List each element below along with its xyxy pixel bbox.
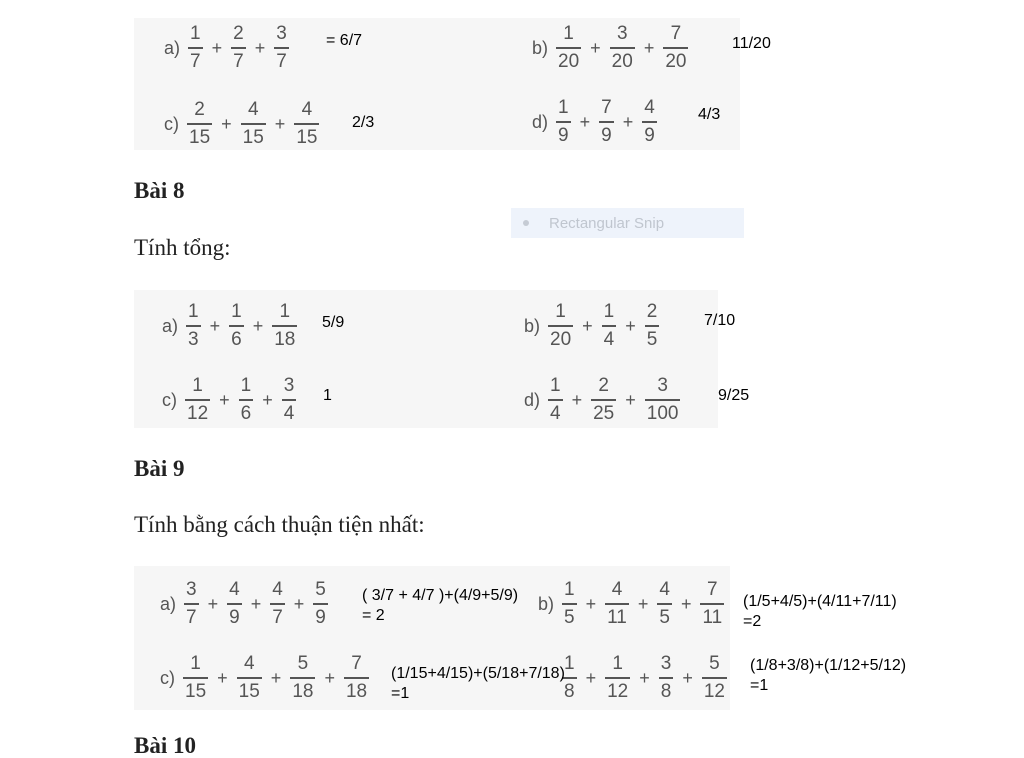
denominator: 7 [272, 606, 283, 628]
exercise-instruction: Tính bằng cách thuận tiện nhất: [134, 512, 425, 537]
numerator: 2 [598, 375, 609, 397]
denominator: 9 [558, 124, 569, 146]
plus-sign: + [680, 593, 692, 614]
problem [160, 650, 369, 706]
denominator: 7 [233, 50, 244, 72]
plus-sign: + [221, 113, 232, 134]
answer-line: = 2 [362, 607, 385, 624]
plus-sign: + [590, 37, 601, 58]
numerator: 5 [297, 653, 309, 675]
numerator: 1 [240, 375, 252, 397]
fraction-bar [185, 399, 210, 401]
fraction-bar [290, 677, 315, 679]
plus-sign: + [262, 389, 273, 410]
plus-sign: + [682, 667, 693, 688]
numerator: 1 [563, 23, 574, 45]
denominator: 11 [607, 606, 627, 628]
exercise-instruction: Tính tổng: [134, 235, 231, 260]
problem [160, 576, 328, 632]
numerator: 3 [660, 653, 672, 675]
plus-sign: + [585, 667, 597, 688]
fraction [591, 374, 616, 426]
denominator: 5 [564, 606, 575, 628]
problem-label: b) [532, 37, 549, 58]
fraction-bar [642, 121, 657, 123]
problem [532, 94, 657, 150]
fraction-bar [184, 603, 199, 605]
denominator: 15 [189, 126, 211, 148]
fraction [562, 578, 577, 630]
fraction [282, 374, 297, 426]
numerator: 4 [301, 99, 313, 121]
fraction-bar [700, 603, 724, 605]
answer-line: ( 3/7 + 4/7 )+(4/9+5/9) [362, 587, 519, 604]
handwritten-answer [750, 656, 906, 696]
fraction [645, 300, 660, 352]
fraction [270, 578, 285, 630]
numerator: 4 [229, 579, 240, 601]
numerator: 4 [247, 99, 259, 121]
plus-sign: + [252, 315, 264, 336]
numerator: 4 [644, 97, 655, 119]
fraction-bar [556, 121, 571, 123]
plus-sign: + [207, 593, 219, 614]
problem-label: b) [524, 315, 541, 336]
numerator: 2 [233, 23, 244, 45]
plus-sign: + [622, 111, 634, 132]
handwritten-answer: 2/3 [352, 114, 375, 131]
fraction-bar [183, 677, 208, 679]
fraction-bar [610, 47, 635, 49]
plus-sign: + [270, 667, 282, 688]
fraction-bar [227, 603, 242, 605]
handwritten-answer [391, 664, 565, 704]
denominator: 12 [703, 680, 725, 702]
fraction [313, 578, 328, 630]
fraction-bar [548, 325, 573, 327]
numerator: 7 [707, 579, 718, 601]
fraction [231, 22, 246, 74]
problem [538, 576, 724, 632]
denominator: 15 [296, 126, 318, 148]
fraction-bar [645, 325, 660, 327]
denominator: 3 [188, 328, 199, 350]
denominator: 9 [644, 124, 655, 146]
plus-sign: + [250, 593, 262, 614]
plus-sign: + [585, 593, 597, 614]
plus-sign: + [625, 315, 636, 336]
fraction-bar [187, 123, 212, 125]
denominator: 20 [665, 50, 687, 72]
numerator: 4 [659, 579, 670, 601]
answer-line: (1/8+3/8)+(1/12+5/12) [750, 657, 907, 674]
handwritten-answer [362, 586, 518, 626]
problem-label: a) [160, 593, 177, 614]
fraction-bar [239, 399, 254, 401]
fraction [663, 22, 688, 74]
fraction-bar [186, 325, 201, 327]
fraction-bar [562, 603, 577, 605]
problem [538, 650, 727, 706]
numerator: 7 [351, 653, 362, 675]
numerator: 1 [279, 301, 291, 323]
plus-sign: + [582, 315, 593, 336]
numerator: 3 [276, 23, 287, 45]
numerator: 5 [709, 653, 720, 675]
fraction-bar [659, 677, 674, 679]
handwritten-answer: 9/25 [718, 387, 750, 404]
denominator: 20 [550, 328, 572, 350]
fraction [188, 22, 203, 74]
denominator: 18 [292, 680, 314, 702]
fraction [602, 300, 617, 352]
denominator: 11 [702, 606, 723, 628]
fraction [645, 374, 681, 426]
exercise-heading: Bài 9 [134, 456, 185, 481]
plus-sign: + [274, 113, 286, 134]
numerator: 1 [603, 301, 615, 323]
answer-line: (1/5+4/5)+(4/11+7/11) [743, 593, 897, 610]
problem-label: d) [532, 111, 549, 132]
plus-sign: + [219, 389, 230, 410]
denominator: 9 [315, 606, 326, 628]
numerator: 7 [670, 23, 682, 45]
fraction-bar [282, 399, 297, 401]
exercise-heading: Bài 8 [134, 178, 185, 203]
fraction-bar [270, 603, 285, 605]
numerator: 1 [188, 301, 199, 323]
plus-sign: + [579, 111, 591, 132]
problem-label: b) [538, 593, 555, 614]
numerator: 2 [194, 99, 205, 121]
fraction [186, 300, 201, 352]
fraction [605, 578, 629, 630]
fraction [237, 652, 262, 704]
denominator: 12 [607, 680, 629, 702]
answer-line: (1/15+4/15)+(5/18+7/18) [391, 665, 565, 682]
plus-sign: + [637, 593, 649, 614]
fraction-bar [241, 123, 266, 125]
fraction [272, 300, 297, 352]
numerator: 1 [612, 653, 623, 675]
fraction [702, 652, 727, 704]
fraction [274, 22, 289, 74]
problem-label: c) [164, 113, 179, 134]
denominator: 15 [242, 126, 264, 148]
handwritten-answer [743, 592, 897, 632]
denominator: 8 [564, 680, 575, 702]
fraction-bar [591, 399, 616, 401]
numerator: 3 [616, 23, 628, 45]
answer-line: =2 [743, 613, 762, 630]
fraction [227, 578, 242, 630]
numerator: 4 [272, 579, 283, 601]
handwritten-answer: 5/9 [322, 314, 345, 331]
problem-label: c) [160, 667, 175, 688]
numerator: 1 [555, 301, 566, 323]
fraction [659, 652, 674, 704]
denominator: 7 [186, 606, 197, 628]
denominator: 15 [185, 680, 207, 702]
fraction [183, 652, 208, 704]
problem [162, 298, 297, 354]
denominator: 12 [187, 402, 209, 424]
fraction [344, 652, 369, 704]
denominator: 5 [646, 328, 658, 350]
numerator: 1 [190, 23, 201, 45]
fraction [548, 300, 573, 352]
numerator: 4 [611, 579, 623, 601]
numerator: 1 [564, 653, 575, 675]
fraction [700, 578, 724, 630]
fraction-bar [294, 123, 319, 125]
plus-sign: + [324, 667, 335, 688]
denominator: 100 [646, 402, 679, 424]
denominator: 15 [238, 680, 260, 702]
denominator: 20 [558, 50, 580, 72]
fraction-bar [605, 603, 629, 605]
fraction [599, 96, 614, 148]
handwritten-answer: 4/3 [698, 106, 721, 123]
problem [524, 298, 659, 354]
numerator: 1 [564, 579, 575, 601]
denominator: 7 [190, 50, 201, 72]
answer-line: =1 [391, 685, 410, 702]
numerator: 3 [657, 375, 668, 397]
fraction [229, 300, 244, 352]
denominator: 5 [659, 606, 670, 628]
snip-label: Rectangular Snip [549, 214, 665, 232]
denominator: 9 [601, 124, 612, 146]
fraction-bar [645, 399, 681, 401]
fraction [657, 578, 672, 630]
fraction [184, 578, 199, 630]
handwritten-answer: 1 [323, 387, 332, 404]
fraction-bar [272, 325, 297, 327]
numerator: 1 [190, 653, 201, 675]
denominator: 20 [611, 50, 633, 72]
fraction-bar [188, 47, 203, 49]
denominator: 4 [283, 402, 295, 424]
problem-label: a) [164, 37, 181, 58]
problem-label: a) [162, 315, 179, 336]
fraction-bar [556, 47, 581, 49]
fraction-bar [602, 325, 617, 327]
denominator: 18 [274, 328, 296, 350]
plus-sign: + [639, 667, 650, 688]
fraction [605, 652, 630, 704]
answer-line: =1 [750, 677, 769, 694]
denominator: 18 [345, 680, 368, 702]
fraction-bar [605, 677, 630, 679]
fraction [241, 98, 266, 150]
handwritten-answer: = 6/7 [326, 32, 363, 49]
fraction-bar [599, 121, 614, 123]
problem-label: c) [162, 389, 177, 410]
next-exercise-heading: Bài 10 [134, 733, 196, 758]
problem [532, 20, 688, 76]
denominator: 6 [231, 328, 242, 350]
handwritten-answer: 7/10 [704, 312, 736, 329]
fraction-bar [229, 325, 244, 327]
fraction [642, 96, 657, 148]
numerator: 2 [646, 301, 658, 323]
fraction [556, 22, 581, 74]
rectangular-snip-button[interactable] [511, 208, 744, 238]
fraction-bar [548, 399, 563, 401]
fraction [185, 374, 210, 426]
fraction [290, 652, 315, 704]
numerator: 7 [601, 97, 612, 119]
plus-sign: + [217, 667, 228, 688]
fraction-bar [344, 677, 369, 679]
snip-icon [523, 220, 529, 226]
denominator: 7 [276, 50, 287, 72]
plus-sign: + [643, 37, 655, 58]
numerator: 4 [243, 653, 255, 675]
problem [162, 372, 296, 428]
denominator: 9 [229, 606, 240, 628]
numerator: 3 [186, 579, 197, 601]
fraction [187, 98, 212, 150]
denominator: 4 [550, 402, 561, 424]
fraction-bar [237, 677, 262, 679]
fraction-bar [702, 677, 727, 679]
problem [164, 20, 289, 76]
fraction-bar [274, 47, 289, 49]
fraction [610, 22, 635, 74]
handwritten-answer: 11/20 [732, 35, 771, 52]
numerator: 3 [283, 375, 295, 397]
denominator: 8 [660, 680, 672, 702]
denominator: 6 [240, 402, 252, 424]
fraction [294, 98, 319, 150]
plus-sign: + [625, 389, 636, 410]
numerator: 1 [192, 375, 203, 397]
numerator: 1 [231, 301, 242, 323]
numerator: 1 [550, 375, 561, 397]
fraction [556, 96, 571, 148]
plus-sign: + [293, 593, 305, 614]
problem [164, 96, 319, 152]
denominator: 25 [593, 402, 615, 424]
plus-sign: + [254, 37, 266, 58]
problem [524, 372, 680, 428]
denominator: 4 [603, 328, 615, 350]
numerator: 1 [558, 97, 569, 119]
plus-sign: + [209, 315, 221, 336]
fraction-bar [657, 603, 672, 605]
fraction [548, 374, 563, 426]
fraction-bar [313, 603, 328, 605]
plus-sign: + [211, 37, 223, 58]
numerator: 5 [315, 579, 326, 601]
fraction-bar [663, 47, 688, 49]
plus-sign: + [571, 389, 583, 410]
problem-label: d) [524, 389, 541, 410]
fraction [239, 374, 254, 426]
fraction-bar [231, 47, 246, 49]
